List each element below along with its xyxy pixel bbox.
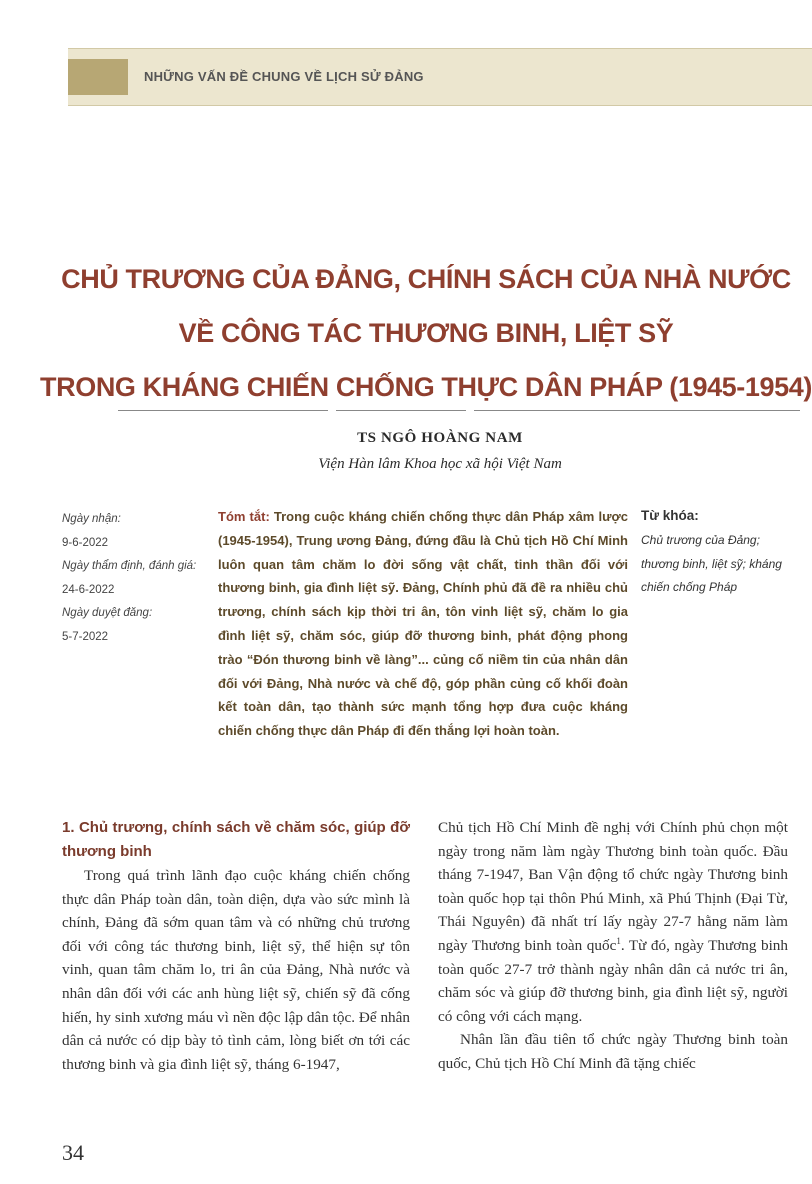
title-divider-middle bbox=[336, 410, 466, 411]
body-column-left bbox=[62, 816, 410, 1076]
body-paragraph: Nhân lần đầu tiên tổ chức ngày Thương binh toàn quốc, Chủ tịch Hồ Chí Minh đã tặng chiếc bbox=[438, 1031, 788, 1072]
author-name: TS NGÔ HOÀNG NAM bbox=[357, 430, 523, 446]
title-line-3: TRONG KHÁNG CHIẾN CHỐNG THỰC DÂN PHÁP (1945-1954) bbox=[40, 372, 812, 402]
body-column-right bbox=[438, 816, 788, 1076]
abstract bbox=[218, 505, 628, 743]
title-line-1: CHỦ TRƯƠNG CỦA ĐẢNG, CHÍNH SÁCH CỦA NHÀ NƯỚC bbox=[61, 264, 791, 294]
title-line-2: VỀ CÔNG TÁC THƯƠNG BINH, LIỆT SỸ bbox=[178, 318, 674, 348]
body-paragraph: Trong quá trình lãnh đạo cuộc kháng chiến chống thực dân Pháp toàn dân, toàn diện, dựa vào sức mình là chính, Đảng đã sớm quan tâm và có những chủ trương đối với công tác thương binh, liệt sỹ, thể hiện sự tôn vinh, quan tâm chăm lo, tri ân của Đảng, Nhà nước và nhân dân đối với các anh hùng liệt sỹ, chiến sỹ đã cống hiến, hy sinh xương máu vì nền độc lập dân tộc. Để nhân dân cả nước có dịp bày tỏ tình cảm, lòng biết ơn tới các thương binh và gia đình liệt sỹ, tháng 6-1947, bbox=[62, 867, 410, 1073]
author-affiliation: Viện Hàn lâm Khoa học xã hội Việt Nam bbox=[318, 456, 562, 472]
received-label: Ngày nhận: bbox=[62, 513, 121, 525]
keywords-title: Từ khóa: bbox=[641, 508, 699, 523]
keywords bbox=[641, 505, 801, 600]
approved-date: 5-7-2022 bbox=[62, 630, 109, 643]
reviewed-date: 24-6-2022 bbox=[62, 583, 115, 596]
section-header bbox=[68, 48, 812, 106]
article-dates bbox=[62, 508, 202, 649]
received-date: 9-6-2022 bbox=[62, 536, 109, 549]
article-title bbox=[40, 252, 812, 414]
keywords-text: Chủ trương của Đảng; thương binh, liệt sỹ; kháng chiến chống Pháp bbox=[641, 533, 782, 594]
header-accent-bar bbox=[68, 59, 128, 95]
body-text: Chủ tịch Hồ Chí Minh đề nghị với Chính phủ chọn một ngày trong năm làm ngày Thương binh toàn quốc. Đầu tháng 7-1947, Ban Vận động tổ chức ngày Thương binh toàn quốc họp tại thôn Phú Minh, xã Phú Thịnh (Đại Từ, Thái Nguyên) đã nhất trí lấy ngày 27-7 hằng năm làm ngày Thương binh toàn quốc bbox=[438, 819, 788, 954]
page-number: 34 bbox=[62, 1140, 84, 1165]
title-divider-left bbox=[118, 410, 328, 411]
section-heading: 1. Chủ trương, chính sách về chăm sóc, giúp đỡ thương binh bbox=[62, 819, 410, 860]
abstract-lead: Tóm tắt: bbox=[218, 509, 270, 524]
title-divider-right bbox=[474, 410, 800, 411]
section-header-label: NHỮNG VẤN ĐỀ CHUNG VỀ LỊCH SỬ ĐẢNG bbox=[144, 69, 424, 84]
approved-label: Ngày duyệt đăng: bbox=[62, 607, 153, 619]
body-paragraph bbox=[438, 816, 788, 1028]
footnote-marker[interactable]: 1 bbox=[616, 935, 621, 946]
abstract-text: Trong cuộc kháng chiến chống thực dân Pháp xâm lược (1945-1954), Trung ương Đảng, đứng đầu là Chủ tịch Hồ Chí Minh luôn quan tâm chăm lo đời sống vật chất, tinh thần đối với thương binh, gia đình liệt sỹ. Đảng, Chính phủ đã đề ra nhiều chủ trương, chính sách kịp thời tri ân, tôn vinh liệt sỹ, chăm lo gia đình liệt sỹ, chăm sóc, giúp đỡ thương binh, phát động phong trào “Đón thương binh về làng”... củng cố niềm tin của nhân dân đối với Đảng, Nhà nước và chế độ, góp phần củng cố khối đoàn kết toàn dân, tạo thành sức mạnh tổng hợp đưa cuộc kháng chiến chống thực dân Pháp đi đến thắng lợi hoàn toàn. bbox=[218, 509, 628, 739]
body-text: . Từ đó, ngày Thương binh toàn quốc 27-7 trở thành ngày nhân dân cả nước tri ân, chăm sóc và giúp đỡ thương binh, gia đình liệt sỹ, người có công với cách mạng. bbox=[438, 936, 788, 1025]
reviewed-label: Ngày thẩm định, đánh giá: bbox=[62, 560, 197, 572]
